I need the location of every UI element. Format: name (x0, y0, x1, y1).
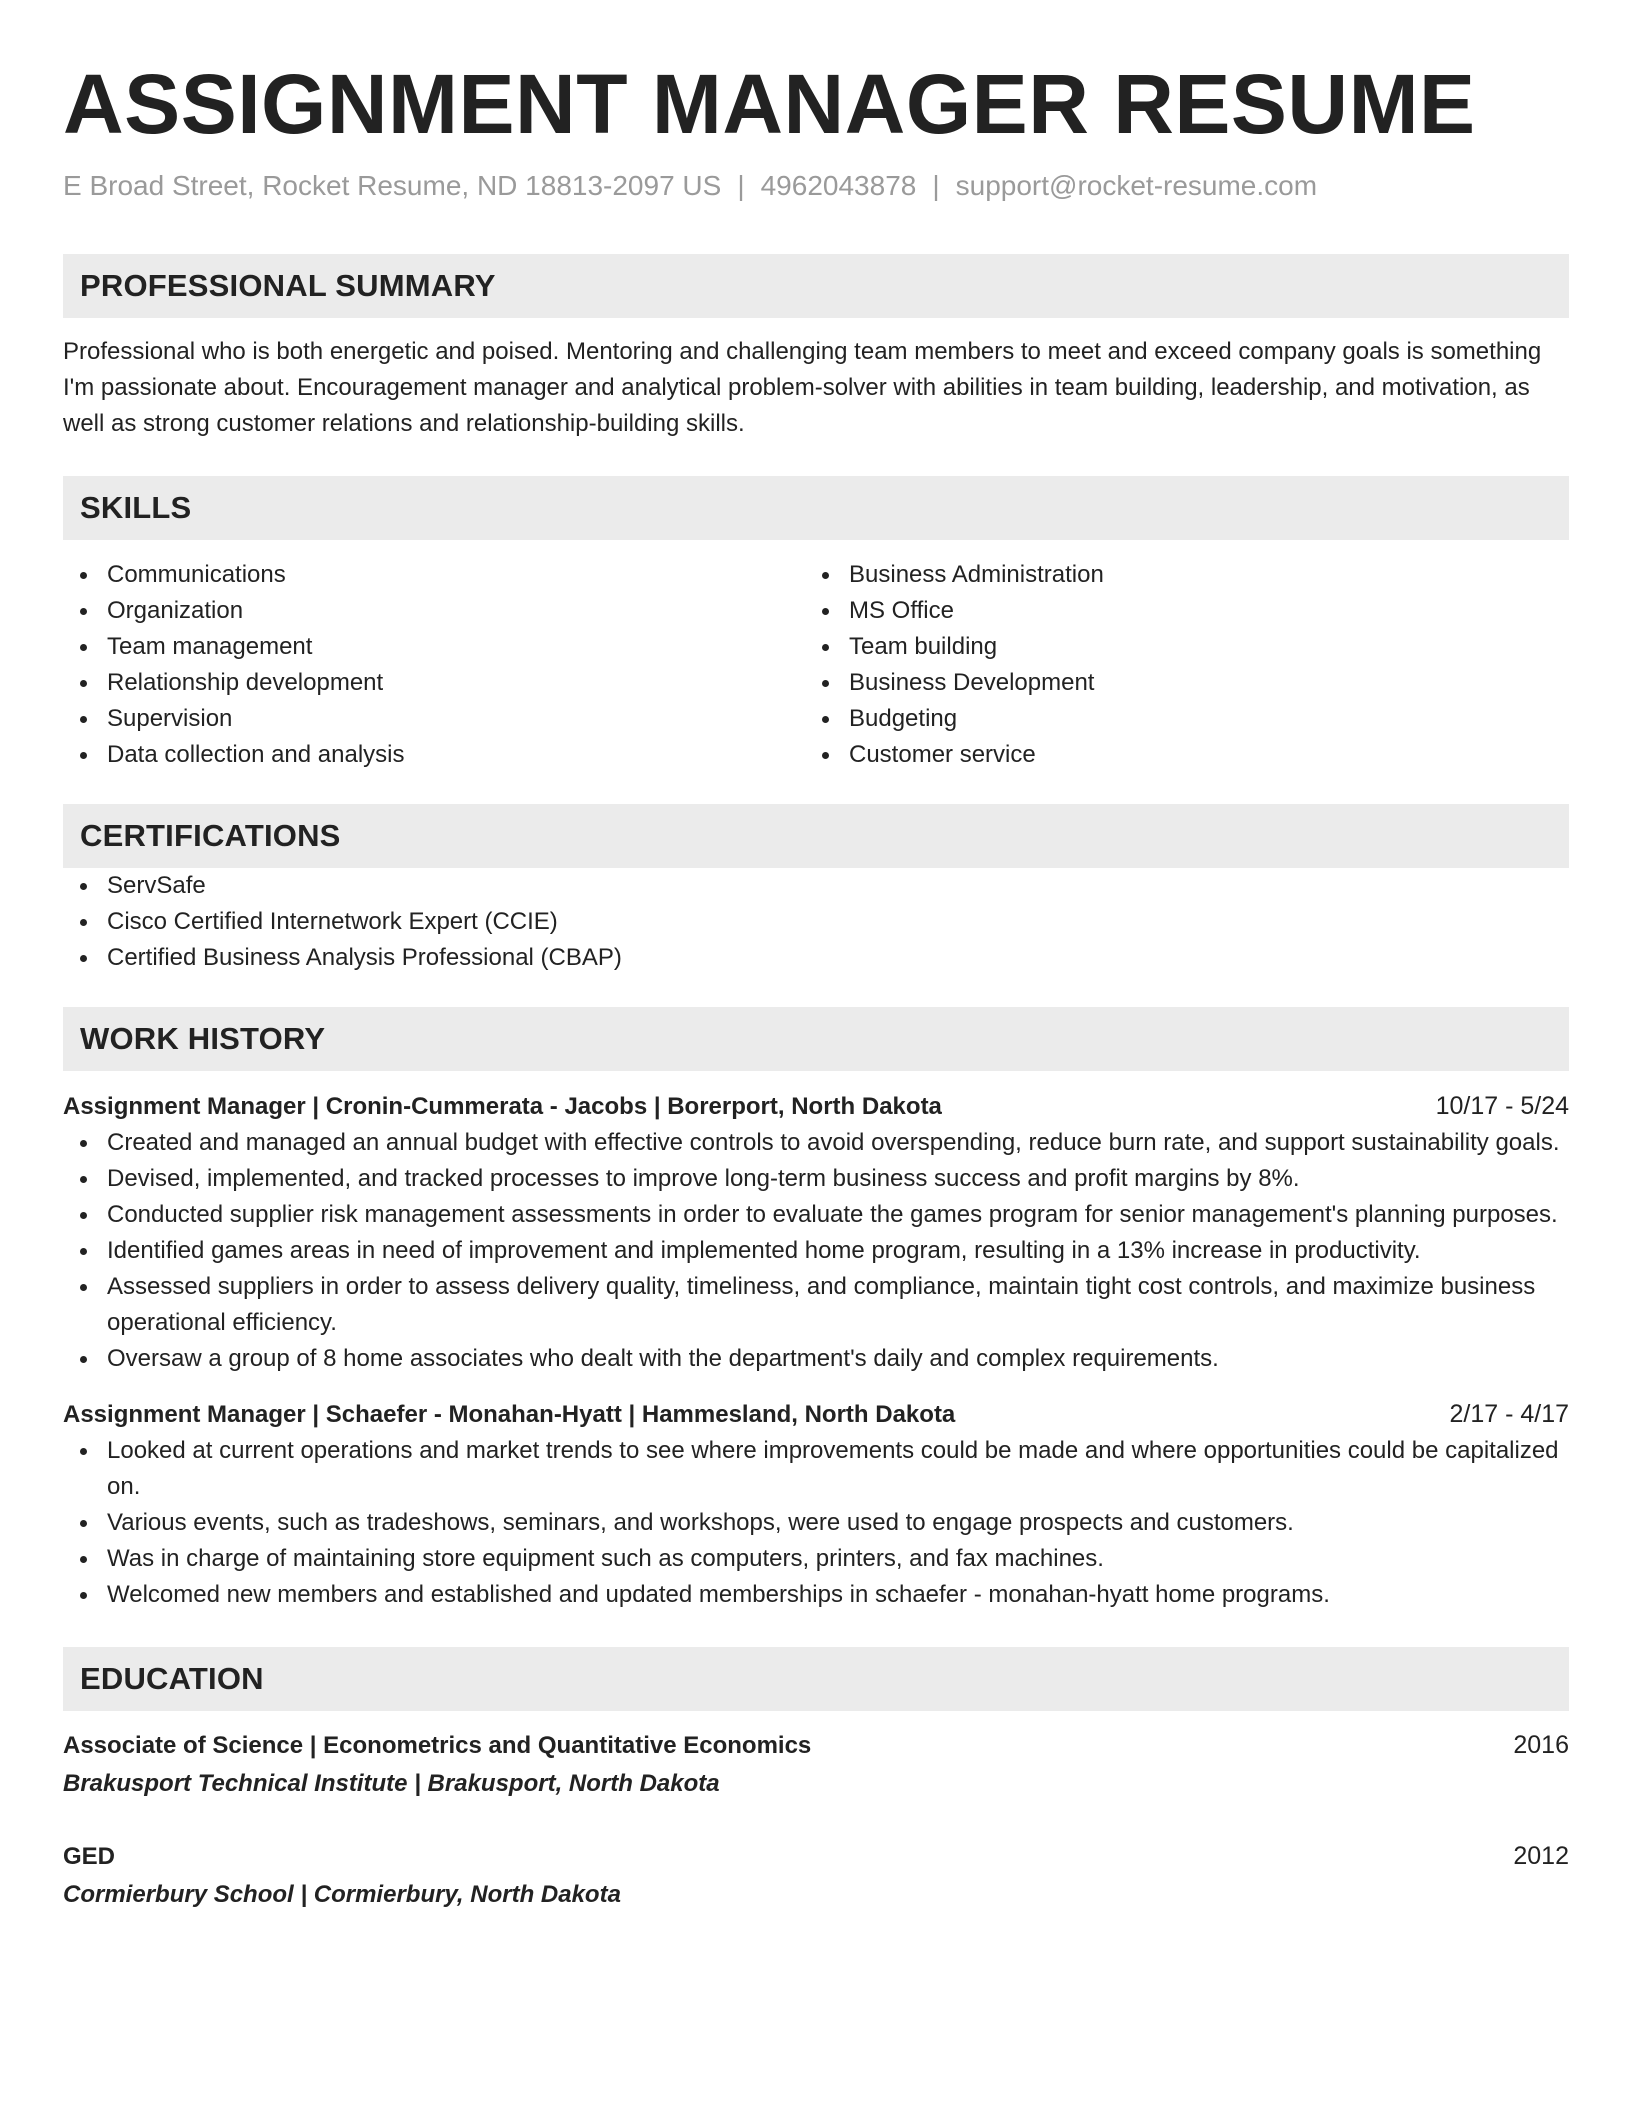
job-bullet: Devised, implemented, and tracked processes to improve long-term business success and profit margins by 8%. (63, 1161, 1569, 1197)
section-heading-skills: SKILLS (63, 476, 1569, 540)
skill-item: Business Administration (805, 557, 1547, 593)
skill-item: Communications (63, 557, 805, 593)
education-degree: GED (63, 1843, 116, 1870)
summary-text: Professional who is both energetic and poised. Mentoring and challenging team members to meet and exceed company goals is something I'm passionate about. Encouragement manager and analytical problem-solver with abilities in team building, leadership, and motivation, as well as strong customer relations and relationship-building skills. (63, 338, 1542, 437)
job-bullet: Looked at current operations and market trends to see where improvements could be made and where opportunities could be capitalized on. (63, 1433, 1569, 1505)
contact-separator: | (737, 170, 745, 201)
job-title: Assignment Manager | Cronin-Cummerata - Jacobs | Borerport, North Dakota (63, 1093, 942, 1120)
section-heading-education: EDUCATION (63, 1647, 1569, 1711)
section-heading-certifications: CERTIFICATIONS (63, 804, 1569, 868)
education-header (63, 1727, 1569, 1764)
job-bullet: Various events, such as tradeshows, seminars, and workshops, were used to engage prospects and customers. (63, 1505, 1569, 1541)
education-entry (63, 1727, 1569, 1802)
education-degree: Associate of Science | Econometrics and Quantitative Economics (63, 1732, 812, 1759)
job-bullet: Was in charge of maintaining store equipment such as computers, printers, and fax machines. (63, 1541, 1569, 1577)
contact-phone: 4962043878 (760, 170, 917, 201)
skill-item: Team building (805, 629, 1547, 665)
skills-column-left (63, 557, 805, 773)
job-bullets (63, 1433, 1569, 1613)
job-bullet: Oversaw a group of 8 home associates who dealt with the department's daily and complex requirements. (63, 1341, 1569, 1377)
job-header (63, 1396, 1569, 1433)
job-bullets (63, 1125, 1569, 1377)
job-header (63, 1088, 1569, 1125)
skill-item: Data collection and analysis (63, 737, 805, 773)
education-header (63, 1838, 1569, 1875)
education-entry (63, 1838, 1569, 1913)
education-year: 2016 (1513, 1731, 1569, 1759)
education-school: Brakusport Technical Institute | Brakusport, North Dakota (63, 1770, 720, 1797)
skill-item: Business Development (805, 665, 1547, 701)
education-year: 2012 (1513, 1842, 1569, 1870)
skill-item: Team management (63, 629, 805, 665)
skills-grid (63, 557, 1569, 773)
certification-item: ServSafe (63, 868, 1569, 904)
skill-item: MS Office (805, 593, 1547, 629)
section-heading-summary: PROFESSIONAL SUMMARY (63, 254, 1569, 318)
job-bullet: Assessed suppliers in order to assess delivery quality, timeliness, and compliance, maintain tight cost controls, and maximize business operational efficiency. (63, 1269, 1569, 1341)
job-bullet: Created and managed an annual budget with effective controls to avoid overspending, reduce burn rate, and support sustainability goals. (63, 1125, 1569, 1161)
job-dates: 10/17 - 5/24 (1435, 1092, 1569, 1120)
certifications-list (63, 868, 1569, 976)
skill-item: Organization (63, 593, 805, 629)
job-bullet: Identified games areas in need of improvement and implemented home program, resulting in a 13% increase in productivity. (63, 1233, 1569, 1269)
skill-item: Relationship development (63, 665, 805, 701)
contact-email: support@rocket-resume.com (955, 170, 1318, 201)
job-bullet: Conducted supplier risk management assessments in order to evaluate the games program for senior management's planning purposes. (63, 1197, 1569, 1233)
certification-item: Certified Business Analysis Professional (CBAP) (63, 940, 1569, 976)
job-dates: 2/17 - 4/17 (1449, 1400, 1569, 1428)
contact-separator: | (932, 170, 940, 201)
resume-title: ASSIGNMENT MANAGER RESUME (63, 57, 1476, 151)
skill-item: Budgeting (805, 701, 1547, 737)
skill-item: Supervision (63, 701, 805, 737)
skill-item: Customer service (805, 737, 1547, 773)
education-school: Cormierbury School | Cormierbury, North Dakota (63, 1881, 621, 1908)
section-heading-work-history: WORK HISTORY (63, 1007, 1569, 1071)
certification-item: Cisco Certified Internetwork Expert (CCIE) (63, 904, 1569, 940)
job-title: Assignment Manager | Schaefer - Monahan-Hyatt | Hammesland, North Dakota (63, 1401, 956, 1428)
contact-address: E Broad Street, Rocket Resume, ND 18813-2097 US (63, 170, 722, 201)
contact-line (63, 168, 1569, 204)
job-bullet: Welcomed new members and established and updated memberships in schaefer - monahan-hyatt home programs. (63, 1577, 1569, 1613)
skills-column-right (805, 557, 1547, 773)
